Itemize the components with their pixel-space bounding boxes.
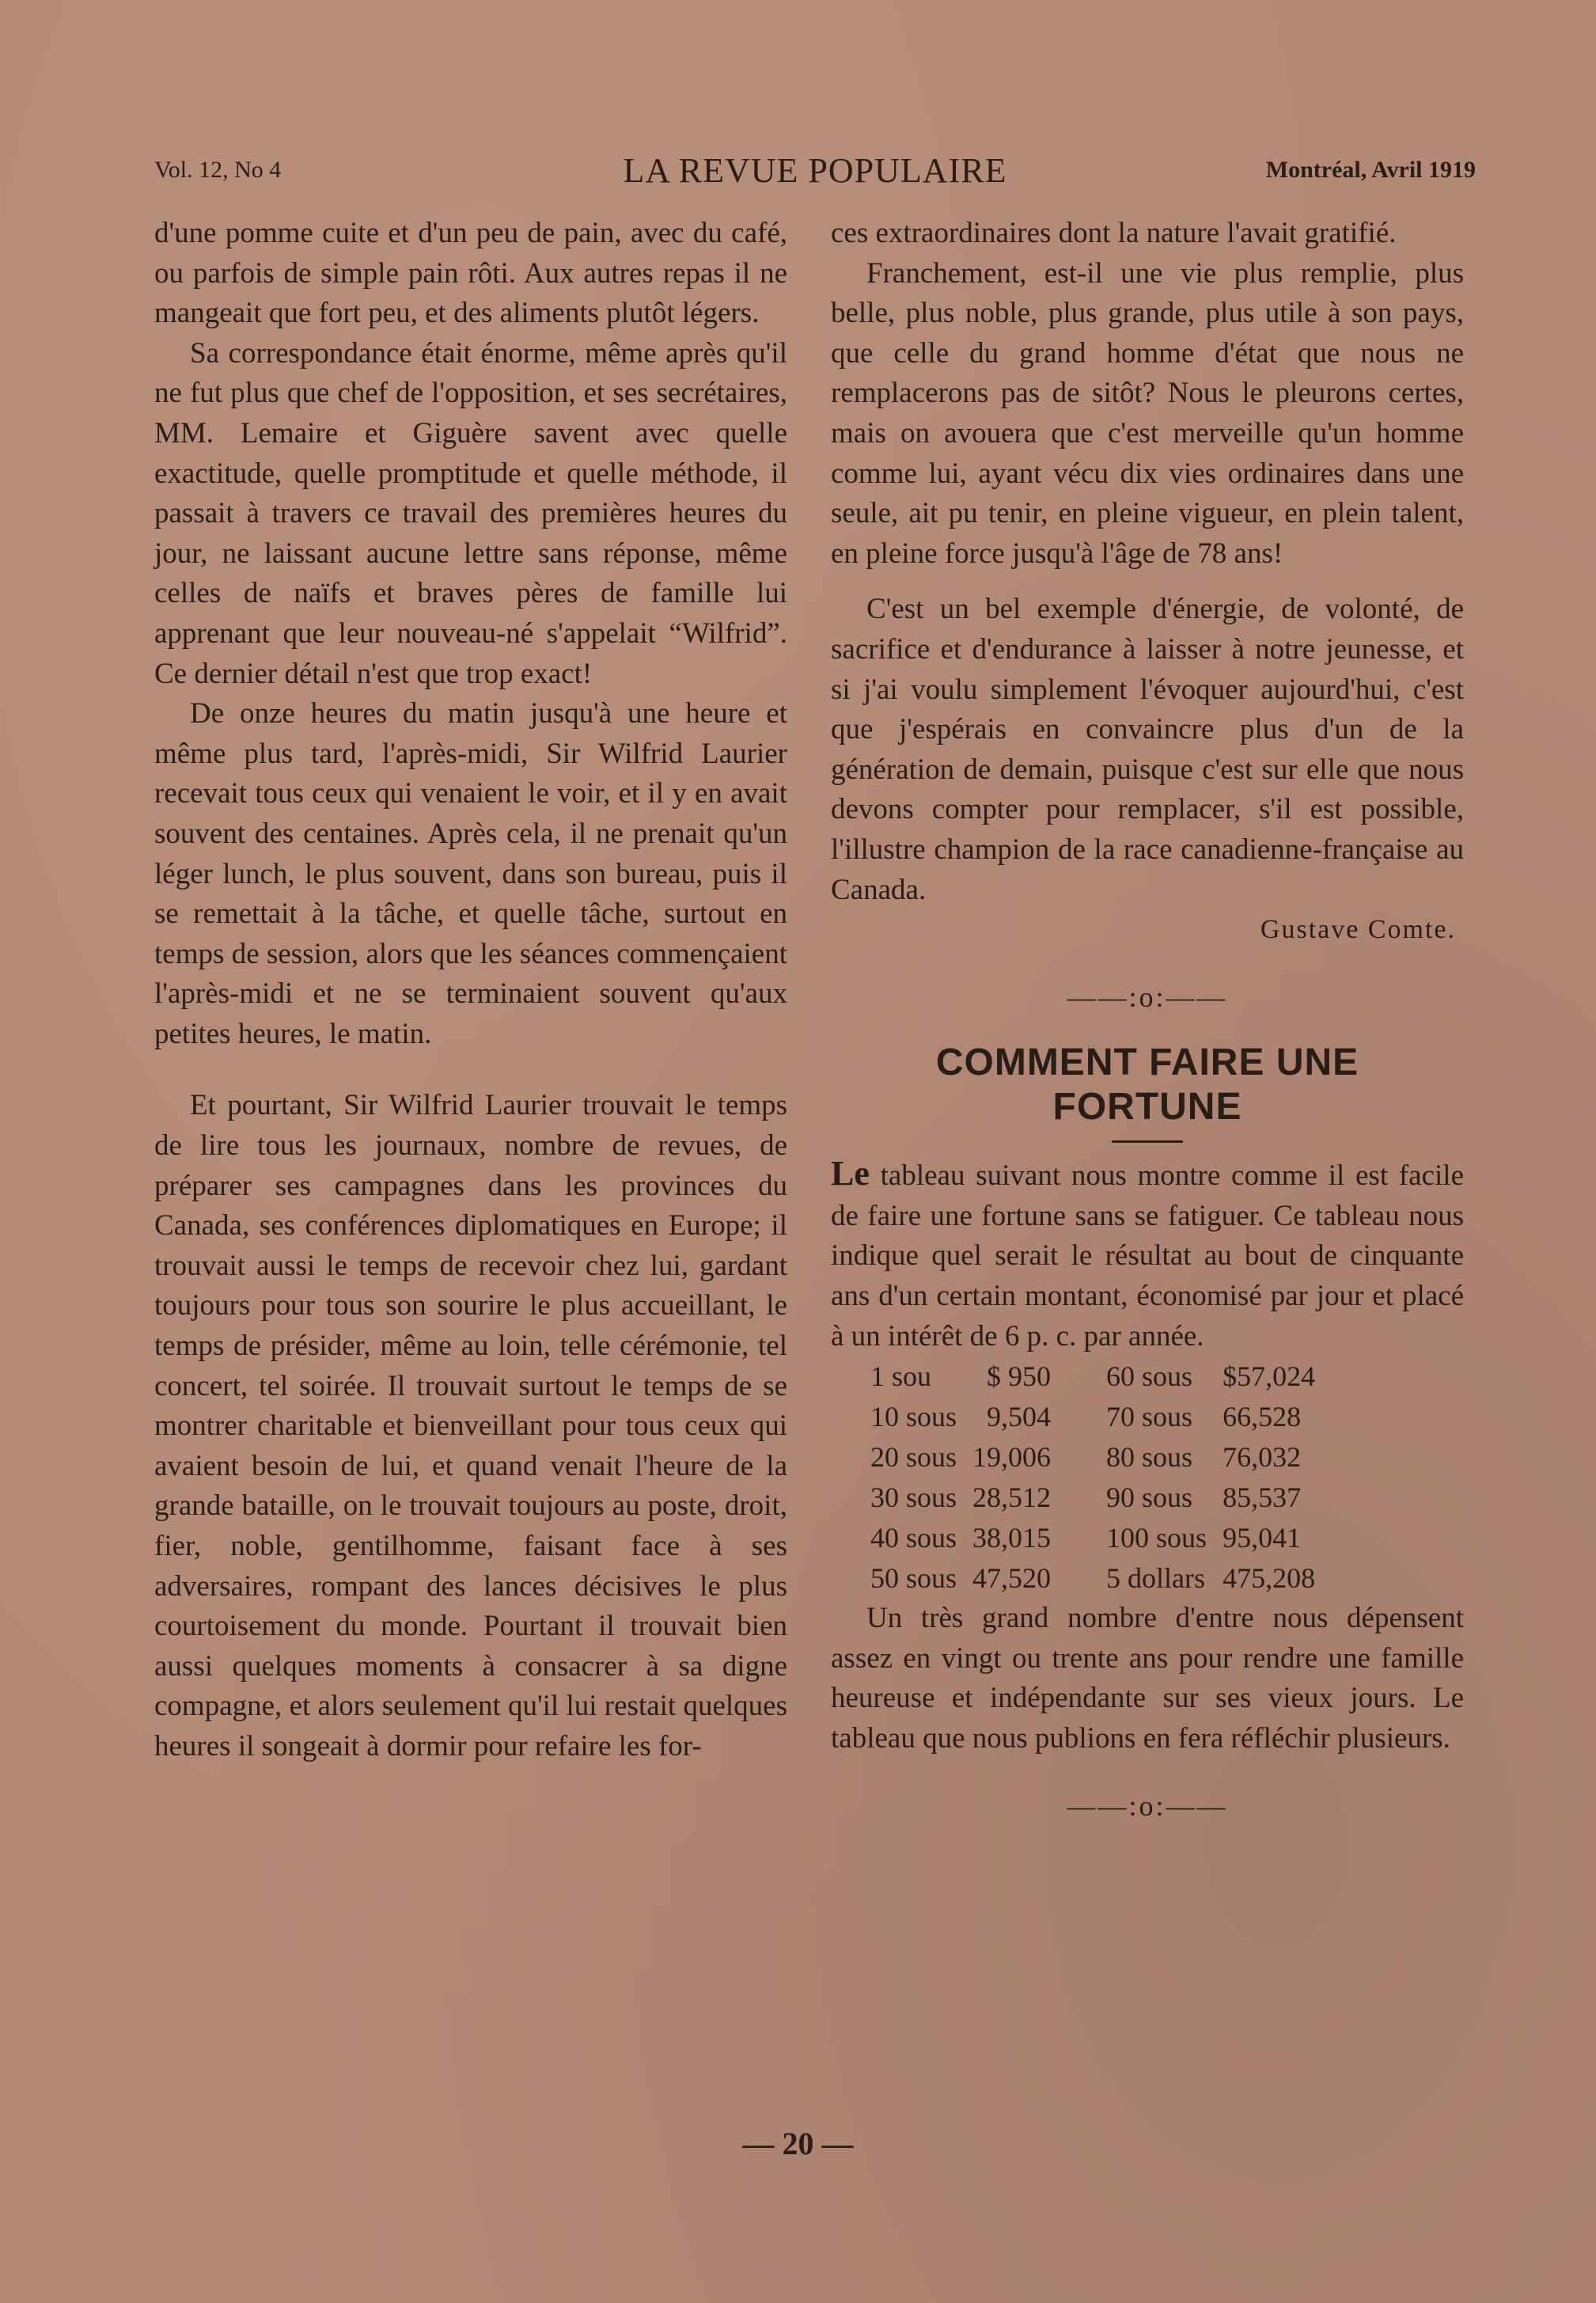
title-rule [1112, 1140, 1183, 1143]
table-cell: 475,208 [1223, 1562, 1316, 1595]
table-cell: 28,512 [972, 1482, 1052, 1514]
table-cell: 66,528 [1223, 1401, 1302, 1433]
paragraph: Sa correspondance était énorme, même après qu'il ne fut plus que chef de l'opposition, et ses secrétaires, MM. Lemaire et Giguère savent avec quelle exactitude, quelle promptitude et quelle méthode, il passait à travers ce travail des premières heures du jour, ne laissant aucune lettre sans réponse, même celles de naïfs et braves pères de famille lui apprenant que leur nouveau-né s'appelait “Wilfrid”. Ce dernier détail n'est que trop exact! [154, 336, 787, 690]
table-cell: 70 sous [1106, 1401, 1193, 1433]
table-cell: 5 dollars [1106, 1562, 1206, 1595]
table-cell: $ 950 [987, 1360, 1052, 1393]
paragraph: C'est un bel exemple d'énergie, de volonté, de sacrifice et d'endurance à laisser à notre jeunesse, et si j'ai voulu simplement l'évoquer aujourd'hui, c'est que j'espérais en convaincre plus d'un de la génération de demain, puisque c'est sur elle que nous devons compter pour remplacer, s'il est possible, l'illustre champion de la race canadienne-française au Canada. [831, 593, 1464, 906]
table-row [862, 1356, 1323, 1397]
table-cell: 10 sous [870, 1401, 957, 1433]
table-cell: 100 sous [1106, 1522, 1207, 1554]
article-title-line: FORTUNE [1052, 1086, 1242, 1129]
table-cell: 9,504 [987, 1401, 1052, 1433]
table-row [862, 1437, 1323, 1478]
table-cell: 47,520 [972, 1562, 1052, 1595]
article-intro [831, 1154, 1464, 1356]
paragraph: Et pourtant, Sir Wilfrid Laurier trouvait le temps de lire tous les journaux, nombre de revues, de préparer ses campagnes dans les provinces du Canada, ses conférences diplomatiques en Europe; il trouvait aussi le temps de recevoir chez lui, gardant toujours pour tous son sourire le plus accueillant, le temps de présider, même au loin, telle cérémonie, tel concert, tel soirée. Il trouvait surtout le temps de se montrer charitable et bienveillant pour tous ceux qui avaient besoin de lui, et quand venait l'heure de la grande bataille, on le trouvait toujours au poste, droit, fier, noble, gentilhomme, faisant face à ses adversaires, rompant des lances décisives le plus courtoisement du monde. Pourtant il trouvait bien aussi quelques moments à consacrer à sa digne compagne, et alors seulement qu'il lui restait quelques heures il songeait à dormir pour refaire les for- [154, 1089, 787, 1762]
intro-text: tableau suivant nous montre comme il est facile de faire une fortune sans se fatiguer. Ce tableau nous indique quel serait le résultat au bout de cinquante ans d'un certain montant, économisé par jour et placé à un intérêt de 6 p. c. par année. [831, 1159, 1464, 1353]
table-cell: 19,006 [972, 1441, 1052, 1474]
table-cell: 60 sous [1106, 1360, 1193, 1393]
table-cell: 1 sou [870, 1360, 932, 1393]
table-cell: 40 sous [870, 1522, 957, 1554]
paragraph: Franchement, est-il une vie plus remplie, plus belle, plus noble, plus grande, plus utile à son pays, que celle du grand homme d'état que nous ne remplacerons pas de sitôt? Nous le pleurons certes, mais on avouera que c'est merveille qu'un homme comme lui, ayant vécu dix vies ordinaires dans une seule, ait pu tenir, en pleine vigueur, en plein talent, en pleine force jusqu'à l'âge de 78 ans! [831, 256, 1464, 570]
fortune-table [862, 1356, 1323, 1599]
section-divider: ——:o:—— [1067, 981, 1228, 1013]
table-row [862, 1518, 1323, 1558]
right-column [831, 214, 1464, 1850]
publication-title: LA REVUE POPULAIRE [623, 151, 1007, 190]
table-row [862, 1478, 1323, 1518]
issue-date: Montréal, Avril 1919 [1265, 157, 1476, 183]
author-signature: Gustave Comte. [1260, 915, 1456, 945]
paragraph: De onze heures du matin jusqu'à une heure et même plus tard, l'après-midi, Sir Wilfrid Laurier recevait tous ceux qui venaient le voir, et il y en avait souvent des centaines. Après cela, il ne prenait qu'un léger lunch, le plus souvent, dans son bureau, puis il se remettait à la tâche, et quelle tâche, surtout en temps de session, alors que les séances commençaient l'après-midi et ne se terminaient souvent qu'aux petites heures, le matin. [154, 697, 787, 1050]
table-cell: 50 sous [870, 1562, 957, 1595]
table-row [862, 1397, 1323, 1437]
table-row [862, 1558, 1323, 1599]
article-title-line: COMMENT FAIRE UNE [935, 1041, 1359, 1084]
table-cell: $57,024 [1223, 1360, 1316, 1393]
table-cell: 76,032 [1223, 1441, 1302, 1474]
table-cell: 30 sous [870, 1482, 957, 1514]
table-cell: 20 sous [870, 1441, 957, 1474]
page-number: — 20 — [742, 2126, 854, 2161]
volume-number: Vol. 12, No 4 [154, 157, 282, 183]
paragraph-gap [831, 574, 1464, 590]
page-header [154, 150, 1476, 190]
article-title [831, 1041, 1464, 1129]
left-column [154, 214, 787, 1767]
drop-cap: Le [831, 1154, 870, 1193]
table-cell: 85,537 [1223, 1482, 1302, 1514]
table-cell: 95,041 [1223, 1522, 1302, 1554]
table-cell: 38,015 [972, 1522, 1052, 1554]
table-cell: 80 sous [1106, 1441, 1193, 1474]
section-divider: ——:o:—— [1067, 1789, 1228, 1822]
paragraph: d'une pomme cuite et d'un peu de pain, avec du café, ou parfois de simple pain rôti. Aux autres repas il ne mangeait que fort peu, et des aliments plutôt légers. [154, 217, 787, 330]
paragraph: ces extraordinaires dont la nature l'avait gratifié. [831, 217, 1397, 249]
paragraph: Un très grand nombre d'entre nous dépensent assez en vingt ou trente ans pour rendre une famille heureuse et indépendante sur ses vieux jours. Le tableau que nous publions en fera réfléchir plusieurs. [831, 1602, 1464, 1755]
table-cell: 90 sous [1106, 1482, 1193, 1514]
paragraph-gap [154, 1054, 787, 1086]
